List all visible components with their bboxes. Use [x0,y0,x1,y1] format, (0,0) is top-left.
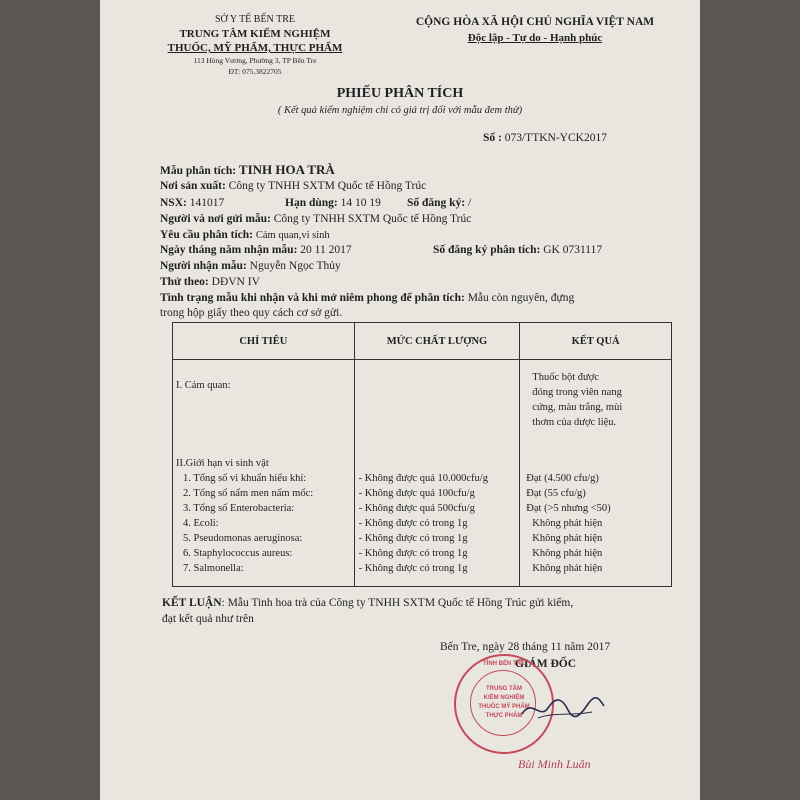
criteria-item: 2. Tổng số nấm men nấm mốc: [183,488,314,499]
standard-item: - Không được quá 10.000cfu/g [358,473,488,484]
seal-line: THUỐC MỸ PHẨM [478,704,530,710]
document-number-label: Số : [483,132,502,144]
receiver-label: Người nhận mẫu: [160,260,247,272]
condition-value-1: Mẫu còn nguyên, đựng [467,292,575,304]
reg-value: / [468,197,472,209]
received-row [160,244,352,256]
table-header-row [173,323,672,360]
receiver-row [160,260,341,272]
result-item: Đạt (>5 nhưng <50) [526,503,611,514]
request-label: Yêu cầu phân tích: [160,229,253,241]
seal-line: KIỂM NGHIỆM [483,695,525,701]
document-number [483,132,607,144]
table-body-row [173,360,672,587]
sample-name-label: Mẫu phân tích: [160,165,237,177]
document-subtitle: ( Kết quả kiểm nghiệm chỉ có giá trị đối với mẫu đem thử) [277,105,523,116]
expiry-label: Hạn dùng: [285,197,338,209]
result-item: Không phát hiện [532,533,603,544]
standard-item: - Không được có trong 1g [358,563,468,574]
section1-result-line: cứng, màu trắng, mùi [532,402,623,413]
criteria-item: 1. Tổng số vi khuẩn hiếu khí: [183,473,307,484]
receiver-value: Nguyễn Ngọc Thủy [249,260,341,272]
condition-row [160,292,574,304]
reg-row [407,197,471,209]
section1-result-line: thơm của dược liệu. [532,417,617,428]
sender-value: Công ty TNHH SXTM Quốc tế Hồng Trúc [273,213,472,225]
standard-item: - Không được quá 100cfu/g [358,488,475,499]
criteria-item: 7. Salmonella: [183,563,244,574]
analysis-reg-value: GK 0731117 [543,244,603,256]
result-item: Không phát hiện [532,518,603,529]
department-name: SỞ Y TẾ BẾN TRE [214,14,295,25]
condition-label: Tình trạng mẫu khi nhận và khi mở niêm phong để phân tích: [160,292,465,304]
producer-value: Công ty TNHH SXTM Quốc tế Hồng Trúc [228,180,427,192]
expiry-value: 14 10 19 [340,197,381,209]
result-item: Không phát hiện [532,548,603,559]
request-value: Cảm quan,vi sinh [255,230,330,241]
section1-result-line: đóng trong viên nang [532,387,622,398]
analysis-reg-row [433,244,602,256]
received-label: Ngày tháng năm nhận mẫu: [160,244,298,256]
conclusion-line1 [162,597,573,609]
result-item: Đạt (55 cfu/g) [526,488,586,499]
document-title: PHIẾU PHÂN TÍCH [336,86,464,101]
director-title: GIÁM ĐỐC [515,658,577,670]
seal-top-text: TỈNH BẾN TRE [483,661,525,667]
nation-motto: Độc lập - Tự do - Hạnh phúc [467,32,603,44]
signer-name: Bùi Minh Luân [518,757,591,771]
sample-name-row [160,162,335,178]
condition-value-2: trong hộp giấy theo quy cách cơ sở gửi. [160,307,343,319]
producer-row [160,180,426,192]
seal-line: THỰC PHẨM [485,713,523,719]
section2-label: II.Giới hạn vi sinh vật [176,458,269,469]
criteria-item: 3. Tổng số Enterobacteria: [183,503,295,514]
results-table [172,322,672,587]
standard-item: - Không được có trong 1g [358,518,468,529]
reg-label: Số đăng ký: [407,197,466,209]
document-page [100,0,700,800]
place-date: Bến Tre, ngày 28 tháng 11 năm 2017 [440,641,611,653]
sample-name-value: TINH HOA TRÀ [238,162,335,177]
document-number-value: 073/TTKN-YCK2017 [504,132,607,144]
section1-label: I. Cảm quan: [176,380,231,391]
result-item: Không phát hiện [532,563,603,574]
conclusion-label: KẾT LUẬN [162,597,222,609]
result-column [520,360,672,587]
header-result: KẾT QUẢ [520,323,672,360]
criteria-item: 5. Pseudomonas aeruginosa: [183,533,303,544]
received-value: 20 11 2017 [300,244,352,256]
conclusion-text-1: : Mẫu Tinh hoa trà của Công ty TNHH SXTM Quốc tế Hồng Trúc gửi kiểm, [221,597,574,609]
conclusion-text-2: đạt kết quả như trên [162,613,254,625]
criteria-column [173,360,355,587]
header-standard: MỨC CHẤT LƯỢNG [354,323,520,360]
request-row [160,229,330,241]
per-value: DĐVN IV [211,276,260,288]
seal-line: TRUNG TÂM [486,686,522,692]
criteria-item: 4. Ecoli: [183,518,219,529]
condition-row-2 [160,307,342,319]
criteria-item: 6. Staphylococcus aureus: [183,548,293,559]
header-criteria: CHỈ TIÊU [173,323,355,360]
director-signature [518,690,608,724]
standard-item: - Không được quá 500cfu/g [358,503,475,514]
result-item: Đạt (4.500 cfu/g) [526,473,599,484]
nation-title: CỘNG HÒA XÃ HỘI CHỦ NGHĨA VIỆT NAM [415,16,655,28]
standard-item: - Không được có trong 1g [358,548,468,559]
center-name-line2: THUỐC, MỸ PHẨM, THỰC PHẨM [167,42,343,54]
sender-label: Người và nơi gửi mẫu: [160,213,271,225]
analysis-reg-label: Số đăng ký phân tích: [433,244,541,256]
producer-label: Nơi sản xuất: [160,180,226,192]
center-phone: ĐT: 075.3822705 [228,67,282,76]
per-label: Thử theo: [160,276,209,288]
standard-column [354,360,520,587]
per-row [160,276,260,288]
expiry-row [285,197,381,209]
sender-row [160,213,471,225]
nsx-row [160,197,224,209]
standard-item: - Không được có trong 1g [358,533,468,544]
nsx-value: 141017 [189,197,225,209]
nsx-label: NSX: [160,197,187,209]
center-address: 113 Hùng Vương, Phường 3, TP Bến Tre [193,56,317,65]
center-name-line1: TRUNG TÂM KIỂM NGHIỆM [179,28,331,40]
section1-result-line: Thuốc bột được [532,372,599,383]
